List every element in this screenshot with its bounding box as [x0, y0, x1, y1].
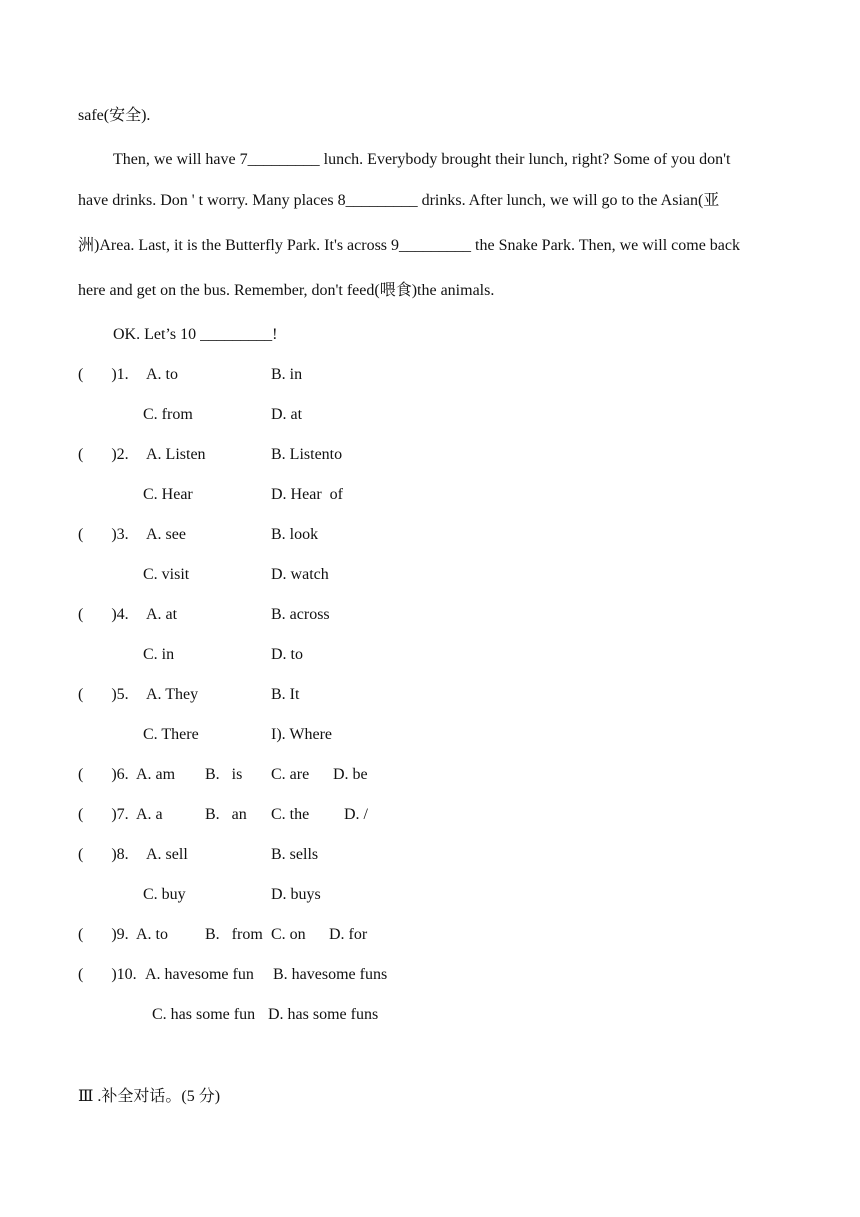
option-a: A. Listen: [146, 446, 206, 463]
option-a: A. am: [136, 766, 176, 783]
passage-line: safe(安全).: [78, 107, 151, 124]
question-number: ( )5.: [78, 686, 129, 703]
option-d: D. Hear of: [271, 486, 343, 503]
option-a: A. havesome fun: [145, 966, 254, 983]
option-b: B. from: [205, 926, 263, 943]
option-b: B. Listento: [271, 446, 343, 463]
option-c: C. Hear: [143, 486, 193, 503]
option-d: D. for: [329, 926, 368, 943]
option-d: I). Where: [271, 726, 332, 743]
option-d: D. be: [333, 766, 368, 783]
passage-line: have drinks. Don ' t worry. Many places 8_________ drinks. After lunch, we will go to the Asian(亚: [78, 192, 720, 209]
question-number: ( )2.: [78, 446, 129, 463]
option-b: B. is: [205, 766, 243, 783]
section-heading: Ⅲ .补全对话。(5 分): [78, 1088, 221, 1105]
question-number: ( )8.: [78, 846, 129, 863]
question-number: ( )1.: [78, 366, 129, 383]
option-a: A. a: [136, 806, 163, 823]
option-c: C. are: [271, 766, 310, 783]
option-d: D. buys: [271, 886, 321, 903]
option-d: D. at: [271, 406, 303, 423]
option-b: B. havesome funs: [273, 966, 388, 983]
option-b: B. in: [271, 366, 303, 383]
option-c: C. the: [271, 806, 310, 823]
option-d: D. to: [271, 646, 303, 663]
option-c: C. on: [271, 926, 306, 943]
question-number: ( )4.: [78, 606, 129, 623]
question-number: ( )6.: [78, 766, 129, 783]
option-c: C. visit: [143, 566, 190, 583]
option-c: C. in: [143, 646, 175, 663]
question-number: ( )3.: [78, 526, 129, 543]
option-b: B. sells: [271, 846, 319, 863]
option-a: A. see: [146, 526, 186, 543]
option-c: C. buy: [143, 886, 186, 903]
question-number: ( )10.: [78, 966, 137, 983]
option-b: B. across: [271, 606, 330, 623]
option-d: D. has some funs: [268, 1006, 379, 1023]
option-a: A. sell: [146, 846, 188, 863]
option-c: C. There: [143, 726, 199, 743]
option-a: A. to: [146, 366, 178, 383]
question-number: ( )9.: [78, 926, 129, 943]
passage-line: 洲)Area. Last, it is the Butterfly Park. It's across 9_________ the Snake Park. Then, we will come back: [78, 237, 740, 254]
option-d: D. watch: [271, 566, 329, 583]
option-c: C. has some fun: [152, 1006, 256, 1023]
option-b: B. an: [205, 806, 247, 823]
question-number: ( )7.: [78, 806, 129, 823]
option-a: A. They: [146, 686, 199, 703]
passage-line: Then, we will have 7_________ lunch. Everybody brought their lunch, right? Some of you don't: [113, 151, 731, 168]
option-a: A. at: [146, 606, 178, 623]
option-b: B. look: [271, 526, 319, 543]
option-d: D. /: [344, 806, 368, 823]
option-b: B. It: [271, 686, 300, 703]
passage-line: here and get on the bus. Remember, don't feed(喂食)the animals.: [78, 282, 495, 299]
option-c: C. from: [143, 406, 193, 423]
option-a: A. to: [136, 926, 168, 943]
passage-line: OK. Let’s 10 _________!: [113, 326, 278, 343]
